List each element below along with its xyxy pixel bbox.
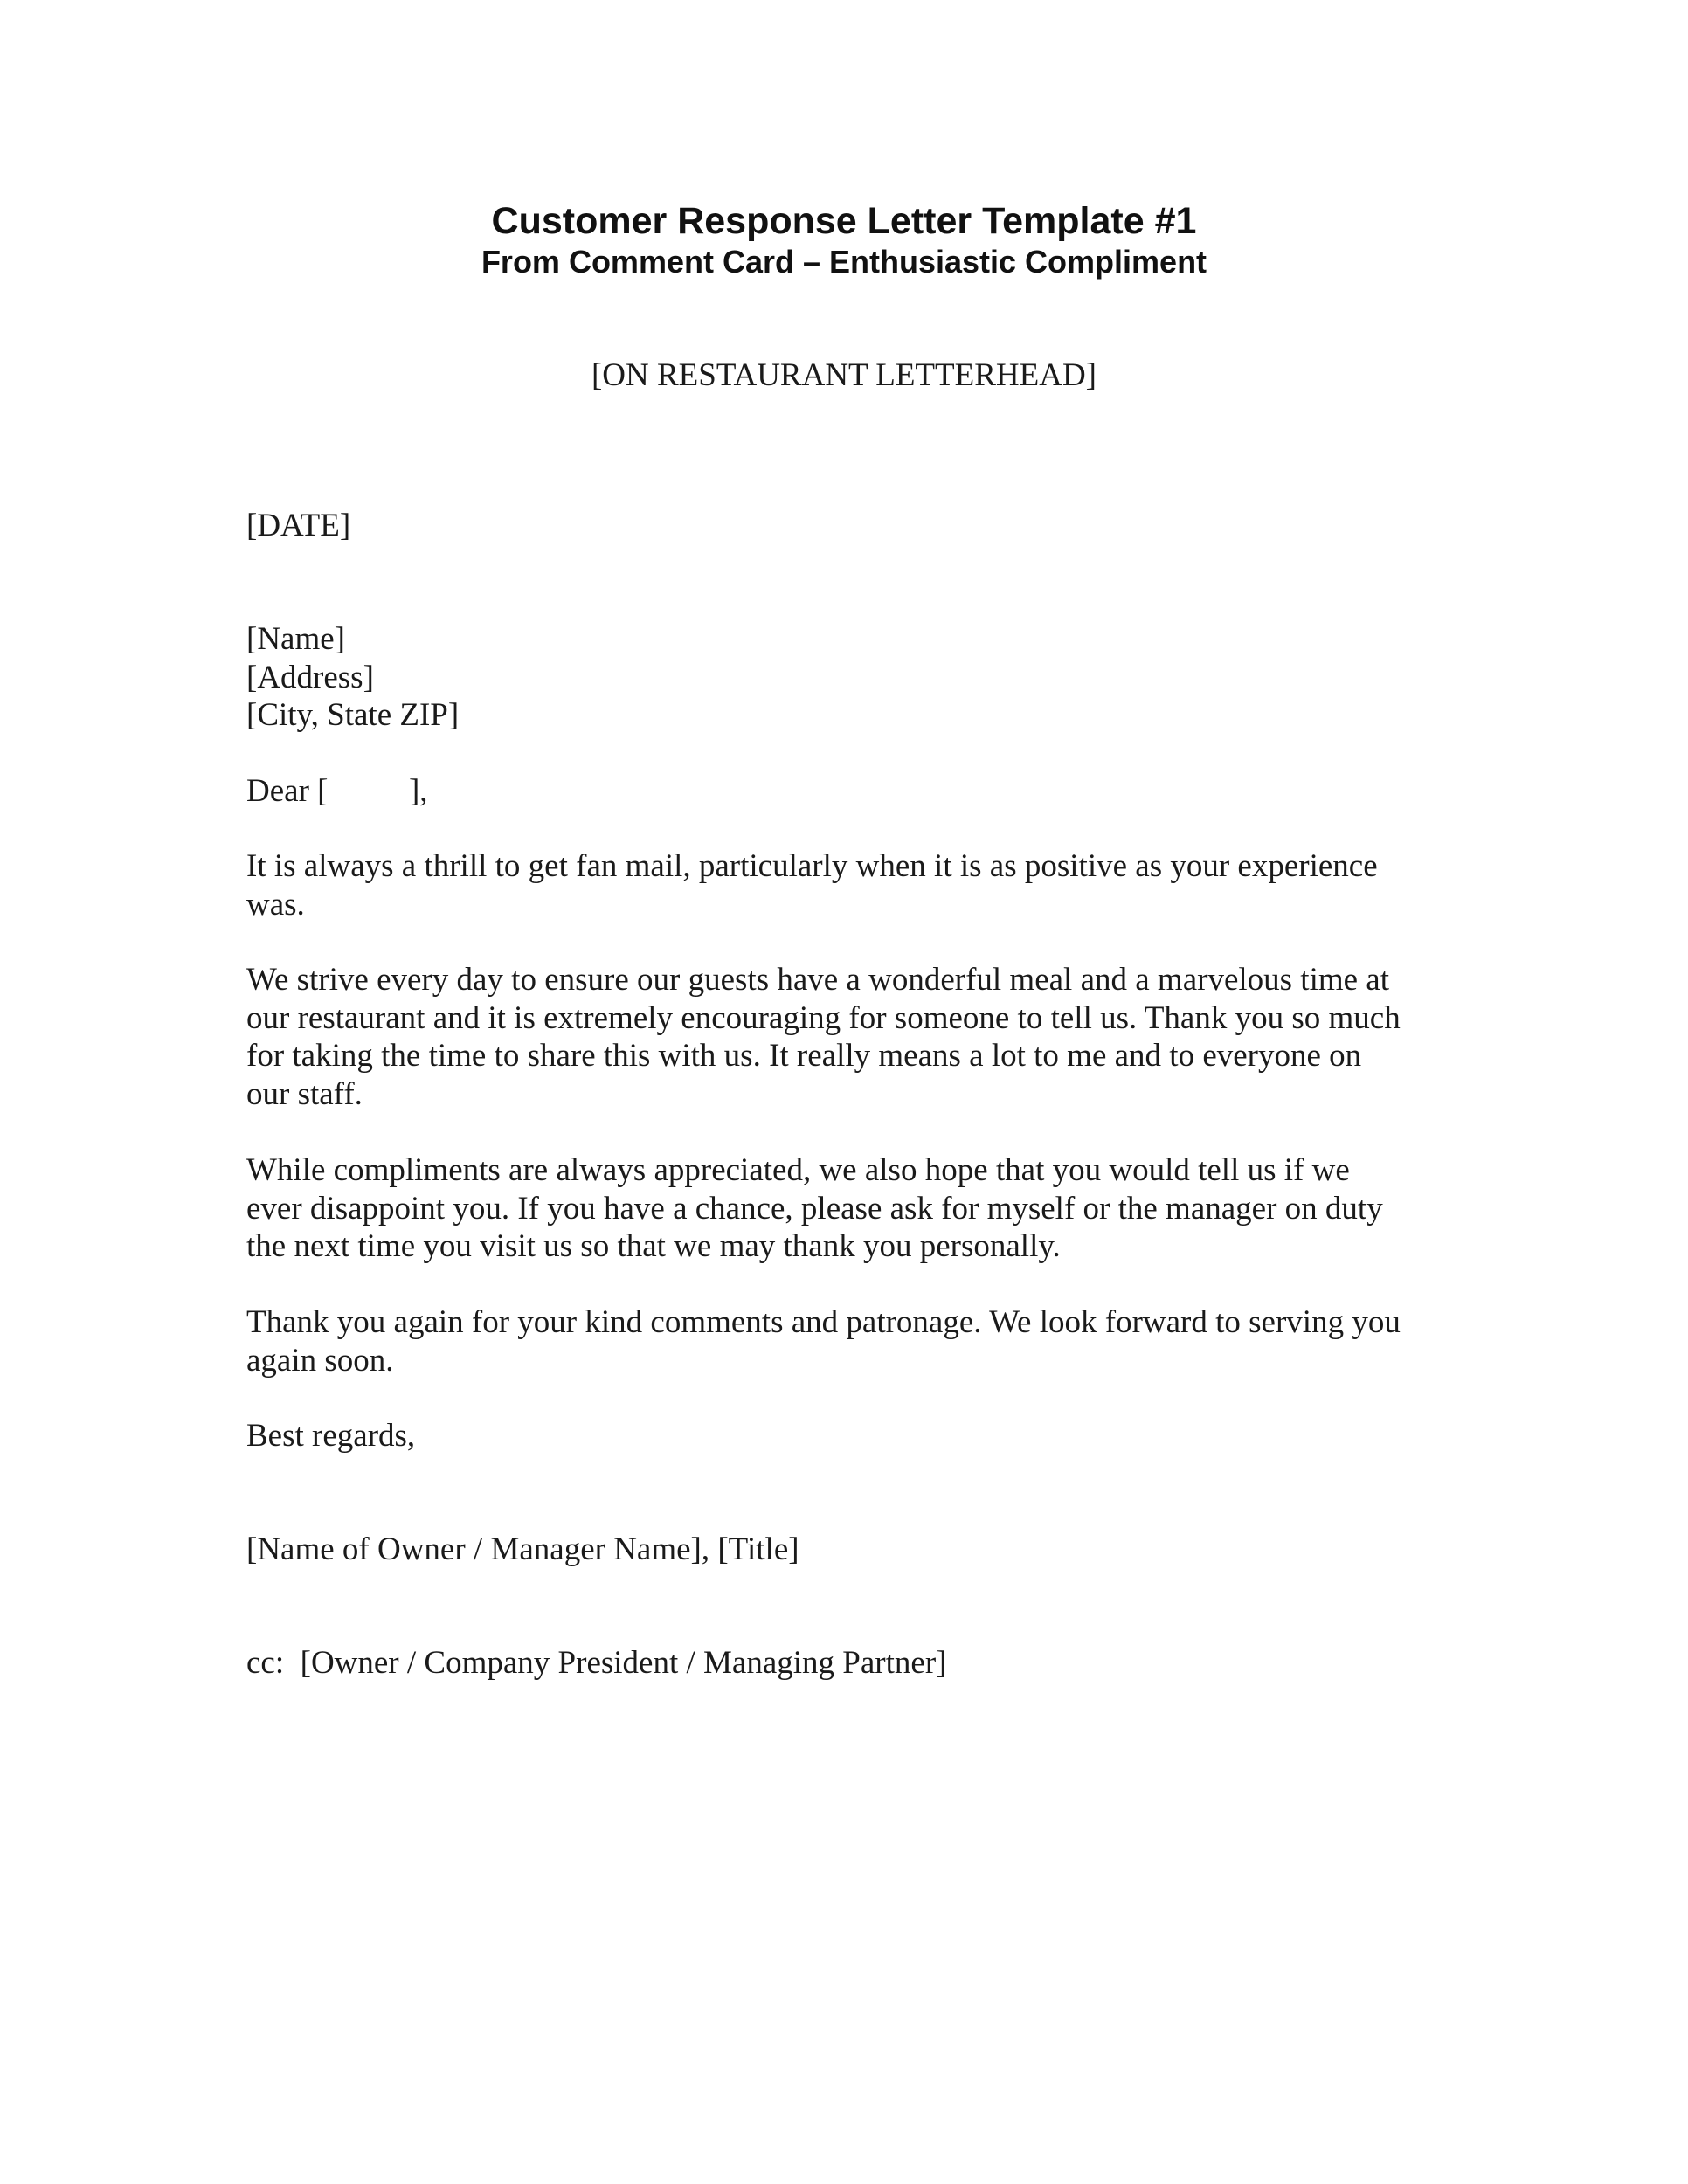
date-placeholder: [DATE] (246, 508, 351, 543)
salutation-text: Dear [ ], (246, 773, 428, 809)
closing: Best regards, (246, 1418, 416, 1454)
paragraph-2 (246, 961, 1461, 1113)
paragraph-line: again soon. (246, 1342, 394, 1379)
cc-text: cc: [Owner / Company President / Managing Partner] (246, 1645, 947, 1681)
signature-placeholder: [Name of Owner / Manager Name], [Title] (246, 1531, 799, 1567)
paragraph-line: for taking the time to share this with us. It really means a lot to me and to everyone on (246, 1038, 1362, 1074)
paragraph-line: was. (246, 886, 305, 923)
document-subtitle: From Comment Card – Enthusiastic Compliment (481, 244, 1207, 280)
paragraph-line: It is always a thrill to get fan mail, particularly when it is as positive as your experience (246, 848, 1378, 884)
paragraph-line: ever disappoint you. If you have a chance, please ask for myself or the manager on duty (246, 1190, 1383, 1227)
paragraph-line: our restaurant and it is extremely encouraging for someone to tell us. Thank you so much (246, 999, 1401, 1036)
paragraph-line: our staff. (246, 1075, 363, 1112)
salutation (246, 772, 1461, 811)
cc-line (246, 1644, 1461, 1683)
recipient-address-block (246, 620, 1461, 735)
paragraph-line: We strive every day to ensure our guests have a wonderful meal and a marvelous time at (246, 962, 1390, 998)
document-title: Customer Response Letter Template #1 (491, 200, 1197, 242)
recipient-address: [Address] (246, 659, 374, 695)
paragraph-3 (246, 1151, 1461, 1266)
paragraph-1 (246, 847, 1461, 923)
paragraph-line: the next time you visit us so that we may thank you personally. (246, 1228, 1061, 1264)
recipient-city-state-zip: [City, State ZIP] (246, 697, 460, 733)
paragraph-line: Thank you again for your kind comments and patronage. We look forward to serving you (246, 1304, 1401, 1340)
letterhead-placeholder: [ON RESTAURANT LETTERHEAD] (591, 357, 1097, 393)
recipient-name: [Name] (246, 621, 345, 657)
paragraph-4 (246, 1303, 1461, 1379)
paragraph-line: While compliments are always appreciated, we also hope that you would tell us if we (246, 1152, 1350, 1188)
